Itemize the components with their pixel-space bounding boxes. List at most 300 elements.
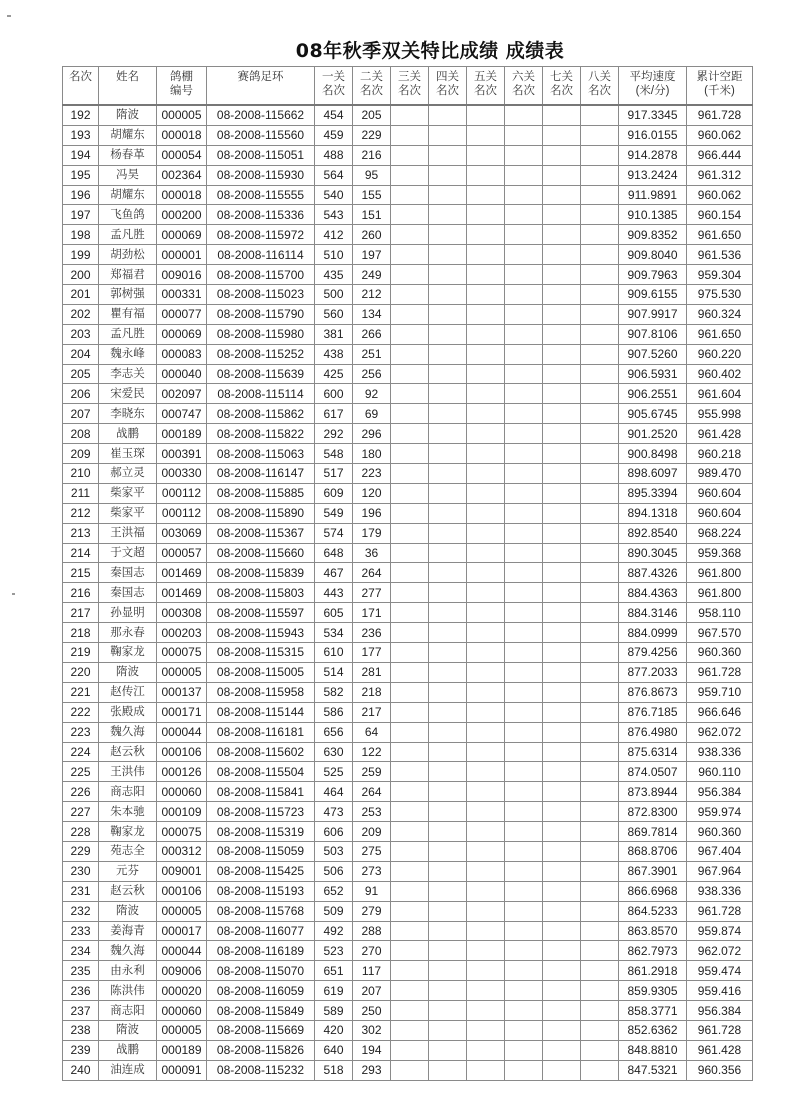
cell-rank: 207 xyxy=(63,404,99,424)
cell-stage8-rank xyxy=(581,762,619,782)
cell-avg-speed: 884.4363 xyxy=(619,583,687,603)
cell-stage4-rank xyxy=(429,543,467,563)
cell-stage2-rank: 251 xyxy=(353,344,391,364)
cell-stage3-rank xyxy=(391,861,429,881)
cell-stage5-rank xyxy=(467,682,505,702)
cell-avg-speed: 848.8810 xyxy=(619,1040,687,1060)
cell-stage4-rank xyxy=(429,125,467,145)
cell-loft-id: 000069 xyxy=(157,324,207,344)
cell-loft-id: 000040 xyxy=(157,364,207,384)
cell-total-distance: 975.530 xyxy=(687,285,753,305)
cell-total-distance: 956.384 xyxy=(687,1001,753,1021)
cell-stage6-rank xyxy=(505,205,543,225)
cell-stage1-rank: 443 xyxy=(315,583,353,603)
cell-loft-id: 000018 xyxy=(157,185,207,205)
cell-loft-id: 000171 xyxy=(157,702,207,722)
cell-stage8-rank xyxy=(581,165,619,185)
cell-stage4-rank xyxy=(429,1020,467,1040)
header-stage2: 二关 名次 xyxy=(353,67,391,106)
cell-name: 胡耀东 xyxy=(99,125,157,145)
cell-avg-speed: 887.4326 xyxy=(619,563,687,583)
cell-loft-id: 000126 xyxy=(157,762,207,782)
cell-stage5-rank xyxy=(467,583,505,603)
cell-rank: 208 xyxy=(63,424,99,444)
cell-stage4-rank xyxy=(429,603,467,623)
cell-stage8-rank xyxy=(581,802,619,822)
cell-stage7-rank xyxy=(543,145,581,165)
cell-total-distance: 960.110 xyxy=(687,762,753,782)
cell-stage3-rank xyxy=(391,961,429,981)
cell-rank: 229 xyxy=(63,841,99,861)
cell-ring: 08-2008-115885 xyxy=(207,483,315,503)
cell-stage2-rank: 155 xyxy=(353,185,391,205)
cell-stage2-rank: 36 xyxy=(353,543,391,563)
cell-loft-id: 000308 xyxy=(157,603,207,623)
cell-name: 赵传江 xyxy=(99,682,157,702)
cell-stage5-rank xyxy=(467,1001,505,1021)
cell-name: 商志阳 xyxy=(99,1001,157,1021)
cell-stage5-rank xyxy=(467,265,505,285)
cell-stage3-rank xyxy=(391,941,429,961)
cell-loft-id: 002097 xyxy=(157,384,207,404)
table-row xyxy=(63,145,753,165)
cell-loft-id: 000001 xyxy=(157,245,207,265)
cell-total-distance: 960.062 xyxy=(687,185,753,205)
header-loft-id: 鸽棚 编号 xyxy=(157,67,207,106)
cell-stage1-rank: 523 xyxy=(315,941,353,961)
cell-stage6-rank xyxy=(505,344,543,364)
cell-stage8-rank xyxy=(581,563,619,583)
cell-stage3-rank xyxy=(391,543,429,563)
cell-name: 隋波 xyxy=(99,662,157,682)
cell-ring: 08-2008-115602 xyxy=(207,742,315,762)
cell-stage5-rank xyxy=(467,384,505,404)
cell-name: 朱本驰 xyxy=(99,802,157,822)
cell-total-distance: 989.470 xyxy=(687,464,753,484)
cell-stage3-rank xyxy=(391,464,429,484)
cell-stage5-rank xyxy=(467,861,505,881)
cell-stage1-rank: 605 xyxy=(315,603,353,623)
cell-total-distance: 960.360 xyxy=(687,643,753,663)
cell-stage5-rank xyxy=(467,205,505,225)
cell-stage3-rank xyxy=(391,1020,429,1040)
cell-stage1-rank: 464 xyxy=(315,782,353,802)
cell-stage6-rank xyxy=(505,285,543,305)
cell-rank: 205 xyxy=(63,364,99,384)
cell-loft-id: 001469 xyxy=(157,583,207,603)
cell-stage5-rank xyxy=(467,145,505,165)
cell-stage7-rank xyxy=(543,483,581,503)
cell-stage7-rank xyxy=(543,603,581,623)
cell-stage6-rank xyxy=(505,961,543,981)
cell-total-distance: 966.444 xyxy=(687,145,753,165)
table-row xyxy=(63,861,753,881)
cell-stage7-rank xyxy=(543,225,581,245)
cell-avg-speed: 907.9917 xyxy=(619,304,687,324)
cell-stage5-rank xyxy=(467,503,505,523)
cell-stage5-rank xyxy=(467,125,505,145)
cell-stage2-rank: 134 xyxy=(353,304,391,324)
cell-stage8-rank xyxy=(581,782,619,802)
cell-stage6-rank xyxy=(505,881,543,901)
header-total-distance: 累计空距 (千米) xyxy=(687,67,753,106)
cell-stage6-rank xyxy=(505,981,543,1001)
cell-stage4-rank xyxy=(429,583,467,603)
cell-stage3-rank xyxy=(391,424,429,444)
cell-rank: 193 xyxy=(63,125,99,145)
cell-name: 胡劲松 xyxy=(99,245,157,265)
cell-loft-id: 000005 xyxy=(157,105,207,125)
cell-name: 商志阳 xyxy=(99,782,157,802)
scan-artifact xyxy=(7,15,11,17)
cell-stage8-rank xyxy=(581,921,619,941)
cell-stage6-rank xyxy=(505,424,543,444)
cell-rank: 219 xyxy=(63,643,99,663)
cell-ring: 08-2008-115425 xyxy=(207,861,315,881)
cell-rank: 239 xyxy=(63,1040,99,1060)
cell-loft-id: 000391 xyxy=(157,444,207,464)
cell-avg-speed: 867.3901 xyxy=(619,861,687,881)
table-row xyxy=(63,662,753,682)
table-row xyxy=(63,304,753,324)
cell-ring: 08-2008-115144 xyxy=(207,702,315,722)
cell-stage7-rank xyxy=(543,722,581,742)
cell-loft-id: 000331 xyxy=(157,285,207,305)
cell-stage5-rank xyxy=(467,802,505,822)
cell-loft-id: 000044 xyxy=(157,722,207,742)
cell-ring: 08-2008-115943 xyxy=(207,623,315,643)
cell-avg-speed: 909.8352 xyxy=(619,225,687,245)
cell-stage5-rank xyxy=(467,662,505,682)
cell-ring: 08-2008-115839 xyxy=(207,563,315,583)
cell-stage2-rank: 218 xyxy=(353,682,391,702)
table-row xyxy=(63,722,753,742)
header-avg-speed: 平均速度 (米/分) xyxy=(619,67,687,106)
cell-stage2-rank: 264 xyxy=(353,782,391,802)
cell-stage1-rank: 609 xyxy=(315,483,353,503)
table-row xyxy=(63,503,753,523)
cell-avg-speed: 874.0507 xyxy=(619,762,687,782)
cell-total-distance: 960.604 xyxy=(687,483,753,503)
cell-ring: 08-2008-115336 xyxy=(207,205,315,225)
cell-stage8-rank xyxy=(581,245,619,265)
cell-total-distance: 956.384 xyxy=(687,782,753,802)
cell-name: 瞿有福 xyxy=(99,304,157,324)
cell-rank: 206 xyxy=(63,384,99,404)
cell-stage2-rank: 209 xyxy=(353,822,391,842)
cell-stage4-rank xyxy=(429,265,467,285)
cell-avg-speed: 895.3394 xyxy=(619,483,687,503)
cell-rank: 222 xyxy=(63,702,99,722)
cell-avg-speed: 884.3146 xyxy=(619,603,687,623)
cell-stage7-rank xyxy=(543,881,581,901)
cell-loft-id: 000112 xyxy=(157,483,207,503)
cell-stage3-rank xyxy=(391,503,429,523)
cell-stage3-rank xyxy=(391,165,429,185)
cell-stage4-rank xyxy=(429,404,467,424)
cell-ring: 08-2008-115005 xyxy=(207,662,315,682)
cell-total-distance: 938.336 xyxy=(687,742,753,762)
cell-rank: 230 xyxy=(63,861,99,881)
cell-stage3-rank xyxy=(391,384,429,404)
cell-stage2-rank: 293 xyxy=(353,1060,391,1080)
cell-stage8-rank xyxy=(581,1040,619,1060)
cell-avg-speed: 917.3345 xyxy=(619,105,687,125)
cell-ring: 08-2008-115700 xyxy=(207,265,315,285)
cell-stage2-rank: 236 xyxy=(353,623,391,643)
cell-stage1-rank: 459 xyxy=(315,125,353,145)
cell-stage4-rank xyxy=(429,364,467,384)
cell-total-distance: 961.312 xyxy=(687,165,753,185)
cell-stage2-rank: 95 xyxy=(353,165,391,185)
cell-stage2-rank: 179 xyxy=(353,523,391,543)
cell-ring: 08-2008-116189 xyxy=(207,941,315,961)
cell-stage1-rank: 600 xyxy=(315,384,353,404)
cell-loft-id: 002364 xyxy=(157,165,207,185)
table-row xyxy=(63,444,753,464)
cell-stage5-rank xyxy=(467,762,505,782)
cell-loft-id: 000203 xyxy=(157,623,207,643)
cell-stage8-rank xyxy=(581,444,619,464)
cell-stage7-rank xyxy=(543,802,581,822)
cell-avg-speed: 909.6155 xyxy=(619,285,687,305)
cell-avg-speed: 906.2551 xyxy=(619,384,687,404)
cell-total-distance: 962.072 xyxy=(687,941,753,961)
cell-stage4-rank xyxy=(429,921,467,941)
cell-avg-speed: 911.9891 xyxy=(619,185,687,205)
cell-stage8-rank xyxy=(581,841,619,861)
cell-total-distance: 960.220 xyxy=(687,344,753,364)
cell-stage1-rank: 648 xyxy=(315,543,353,563)
cell-total-distance: 961.800 xyxy=(687,563,753,583)
cell-stage2-rank: 279 xyxy=(353,901,391,921)
cell-stage8-rank xyxy=(581,603,619,623)
table-row xyxy=(63,901,753,921)
cell-stage1-rank: 589 xyxy=(315,1001,353,1021)
cell-name: 孟凡胜 xyxy=(99,324,157,344)
cell-loft-id: 000005 xyxy=(157,662,207,682)
cell-stage8-rank xyxy=(581,384,619,404)
cell-loft-id: 000137 xyxy=(157,682,207,702)
cell-stage7-rank xyxy=(543,861,581,881)
cell-stage8-rank xyxy=(581,105,619,125)
cell-avg-speed: 890.3045 xyxy=(619,543,687,563)
cell-stage7-rank xyxy=(543,265,581,285)
cell-name: 李晓东 xyxy=(99,404,157,424)
cell-name: 郑福君 xyxy=(99,265,157,285)
cell-stage5-rank xyxy=(467,603,505,623)
cell-stage7-rank xyxy=(543,782,581,802)
cell-stage4-rank xyxy=(429,483,467,503)
cell-rank: 192 xyxy=(63,105,99,125)
cell-avg-speed: 876.8673 xyxy=(619,682,687,702)
cell-name: 鞠家龙 xyxy=(99,822,157,842)
table-row xyxy=(63,643,753,663)
cell-stage3-rank xyxy=(391,105,429,125)
cell-avg-speed: 901.2520 xyxy=(619,424,687,444)
cell-name: 于文超 xyxy=(99,543,157,563)
cell-rank: 238 xyxy=(63,1020,99,1040)
cell-stage3-rank xyxy=(391,623,429,643)
cell-loft-id: 000057 xyxy=(157,543,207,563)
cell-name: 苑志全 xyxy=(99,841,157,861)
cell-stage8-rank xyxy=(581,464,619,484)
cell-stage6-rank xyxy=(505,603,543,623)
cell-stage5-rank xyxy=(467,225,505,245)
header-stage5: 五关 名次 xyxy=(467,67,505,106)
cell-rank: 203 xyxy=(63,324,99,344)
cell-rank: 209 xyxy=(63,444,99,464)
cell-stage8-rank xyxy=(581,324,619,344)
cell-loft-id: 000091 xyxy=(157,1060,207,1080)
cell-stage6-rank xyxy=(505,861,543,881)
cell-ring: 08-2008-115051 xyxy=(207,145,315,165)
cell-stage4-rank xyxy=(429,1040,467,1060)
cell-rank: 231 xyxy=(63,881,99,901)
table-row xyxy=(63,344,753,364)
table-row xyxy=(63,165,753,185)
cell-stage2-rank: 229 xyxy=(353,125,391,145)
cell-stage5-rank xyxy=(467,424,505,444)
cell-stage2-rank: 64 xyxy=(353,722,391,742)
cell-stage5-rank xyxy=(467,245,505,265)
header-stage8: 八关 名次 xyxy=(581,67,619,106)
cell-name: 柴家平 xyxy=(99,483,157,503)
cell-stage2-rank: 250 xyxy=(353,1001,391,1021)
cell-stage5-rank xyxy=(467,105,505,125)
cell-name: 隋波 xyxy=(99,105,157,125)
cell-stage6-rank xyxy=(505,225,543,245)
cell-avg-speed: 909.7963 xyxy=(619,265,687,285)
cell-stage6-rank xyxy=(505,543,543,563)
cell-stage6-rank xyxy=(505,662,543,682)
cell-stage2-rank: 171 xyxy=(353,603,391,623)
cell-rank: 221 xyxy=(63,682,99,702)
cell-stage5-rank xyxy=(467,901,505,921)
cell-stage1-rank: 548 xyxy=(315,444,353,464)
cell-stage7-rank xyxy=(543,742,581,762)
cell-ring: 08-2008-115972 xyxy=(207,225,315,245)
cell-stage4-rank xyxy=(429,643,467,663)
cell-name: 张殿成 xyxy=(99,702,157,722)
cell-stage3-rank xyxy=(391,404,429,424)
cell-rank: 197 xyxy=(63,205,99,225)
cell-stage2-rank: 180 xyxy=(353,444,391,464)
cell-stage7-rank xyxy=(543,941,581,961)
cell-stage8-rank xyxy=(581,225,619,245)
cell-loft-id: 001469 xyxy=(157,563,207,583)
cell-stage7-rank xyxy=(543,503,581,523)
cell-name: 魏久海 xyxy=(99,722,157,742)
cell-stage5-rank xyxy=(467,165,505,185)
cell-stage3-rank xyxy=(391,1040,429,1060)
cell-stage5-rank xyxy=(467,921,505,941)
cell-stage1-rank: 534 xyxy=(315,623,353,643)
cell-total-distance: 961.536 xyxy=(687,245,753,265)
cell-stage6-rank xyxy=(505,304,543,324)
cell-rank: 233 xyxy=(63,921,99,941)
cell-stage1-rank: 656 xyxy=(315,722,353,742)
cell-stage5-rank xyxy=(467,623,505,643)
cell-stage7-rank xyxy=(543,464,581,484)
cell-total-distance: 961.728 xyxy=(687,662,753,682)
cell-ring: 08-2008-115114 xyxy=(207,384,315,404)
cell-stage3-rank xyxy=(391,444,429,464)
cell-rank: 215 xyxy=(63,563,99,583)
table-row xyxy=(63,1060,753,1080)
header-stage1: 一关 名次 xyxy=(315,67,353,106)
cell-rank: 224 xyxy=(63,742,99,762)
results-table xyxy=(62,66,753,1081)
cell-loft-id: 000020 xyxy=(157,981,207,1001)
cell-avg-speed: 909.8040 xyxy=(619,245,687,265)
cell-stage1-rank: 610 xyxy=(315,643,353,663)
cell-stage5-rank xyxy=(467,464,505,484)
cell-stage4-rank xyxy=(429,662,467,682)
cell-avg-speed: 864.5233 xyxy=(619,901,687,921)
cell-loft-id: 000044 xyxy=(157,941,207,961)
cell-stage4-rank xyxy=(429,384,467,404)
cell-stage6-rank xyxy=(505,822,543,842)
cell-stage5-rank xyxy=(467,523,505,543)
cell-total-distance: 968.224 xyxy=(687,523,753,543)
table-row xyxy=(63,822,753,842)
cell-stage7-rank xyxy=(543,901,581,921)
cell-stage6-rank xyxy=(505,702,543,722)
cell-stage1-rank: 617 xyxy=(315,404,353,424)
cell-avg-speed: 913.2424 xyxy=(619,165,687,185)
cell-stage6-rank xyxy=(505,483,543,503)
table-row xyxy=(63,285,753,305)
cell-stage5-rank xyxy=(467,981,505,1001)
cell-rank: 198 xyxy=(63,225,99,245)
cell-stage5-rank xyxy=(467,822,505,842)
cell-stage8-rank xyxy=(581,503,619,523)
table-row xyxy=(63,583,753,603)
cell-stage6-rank xyxy=(505,165,543,185)
cell-stage1-rank: 619 xyxy=(315,981,353,1001)
cell-stage3-rank xyxy=(391,643,429,663)
cell-stage8-rank xyxy=(581,742,619,762)
cell-ring: 08-2008-115768 xyxy=(207,901,315,921)
cell-stage2-rank: 288 xyxy=(353,921,391,941)
table-row xyxy=(63,603,753,623)
cell-loft-id: 009001 xyxy=(157,861,207,881)
table-row xyxy=(63,623,753,643)
cell-total-distance: 959.416 xyxy=(687,981,753,1001)
cell-avg-speed: 884.0999 xyxy=(619,623,687,643)
cell-stage3-rank xyxy=(391,563,429,583)
cell-stage6-rank xyxy=(505,1060,543,1080)
cell-stage3-rank xyxy=(391,324,429,344)
cell-stage5-rank xyxy=(467,364,505,384)
cell-loft-id: 000060 xyxy=(157,1001,207,1021)
cell-avg-speed: 863.8570 xyxy=(619,921,687,941)
cell-stage2-rank: 69 xyxy=(353,404,391,424)
cell-ring: 08-2008-115070 xyxy=(207,961,315,981)
cell-stage8-rank xyxy=(581,205,619,225)
cell-stage7-rank xyxy=(543,404,581,424)
cell-rank: 200 xyxy=(63,265,99,285)
table-row xyxy=(63,1040,753,1060)
cell-stage1-rank: 425 xyxy=(315,364,353,384)
cell-stage2-rank: 275 xyxy=(353,841,391,861)
cell-ring: 08-2008-115059 xyxy=(207,841,315,861)
cell-stage8-rank xyxy=(581,424,619,444)
cell-stage1-rank: 574 xyxy=(315,523,353,543)
cell-stage8-rank xyxy=(581,1020,619,1040)
cell-ring: 08-2008-115063 xyxy=(207,444,315,464)
